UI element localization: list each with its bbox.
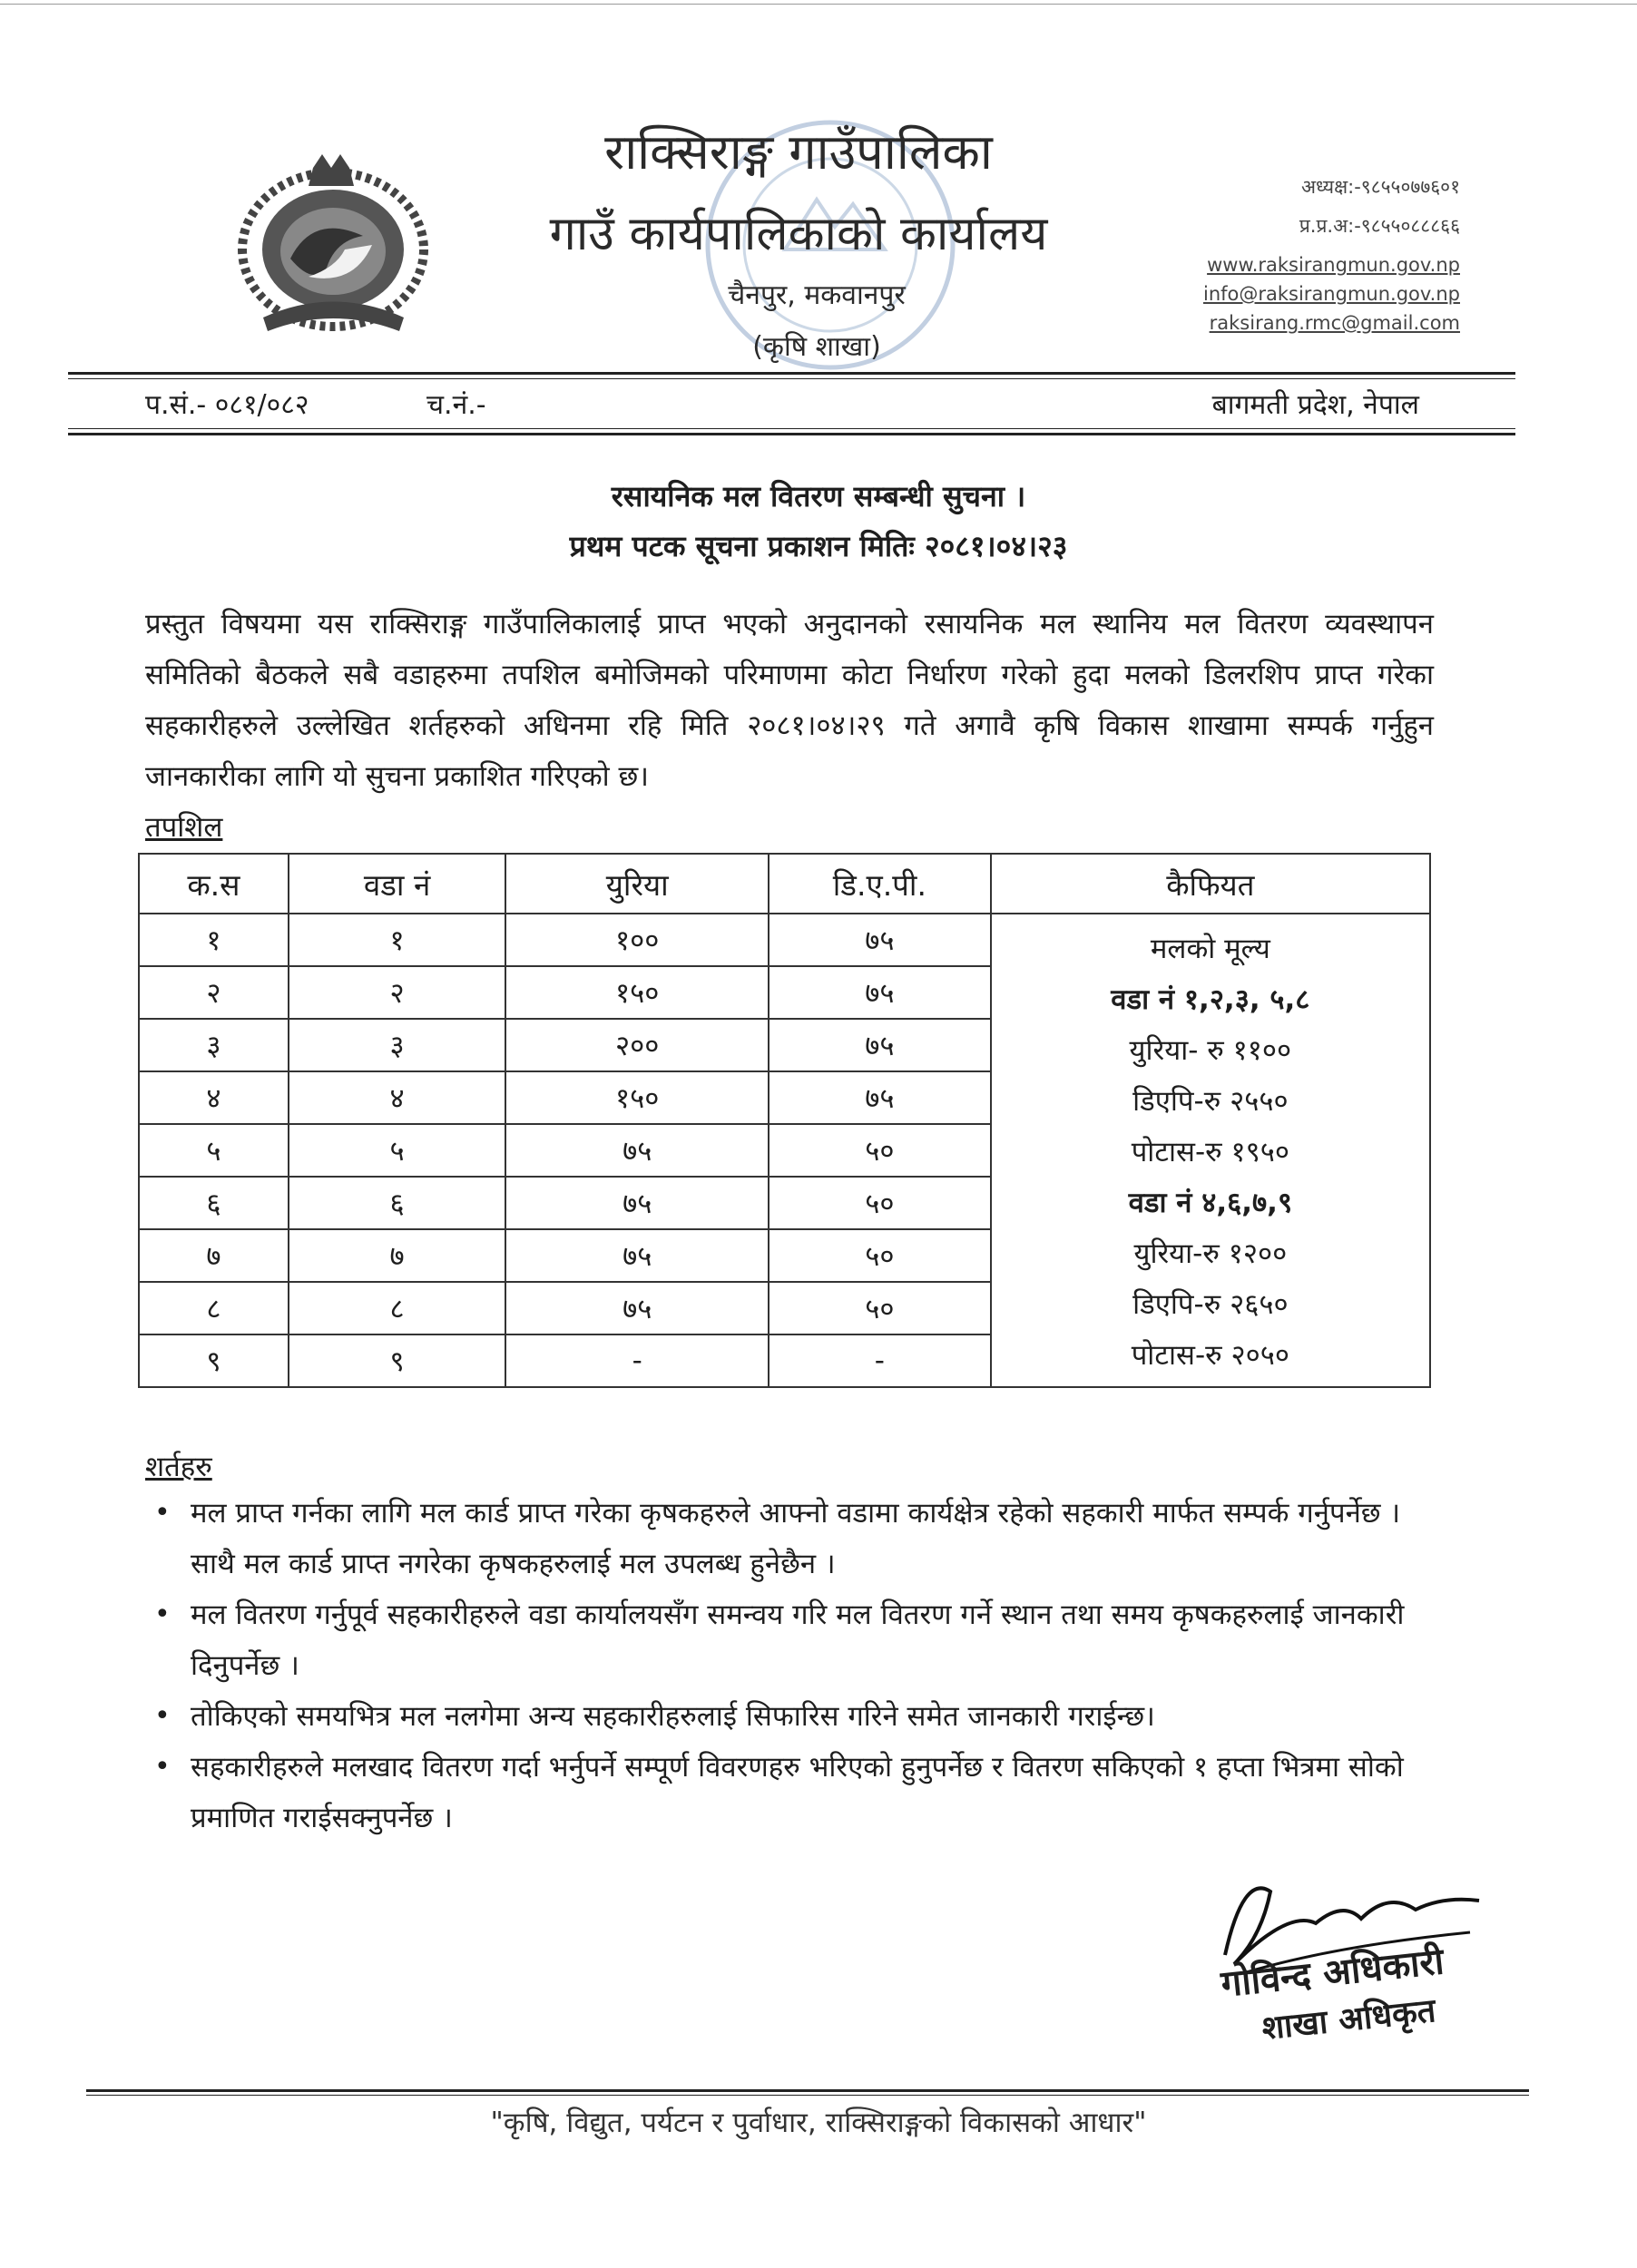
condition-item: [154, 1589, 1434, 1691]
ref-divider-top: [68, 372, 1515, 375]
cell-sn: ३: [139, 1019, 289, 1071]
cell-sn: ९: [139, 1334, 289, 1387]
notice-publish-date: प्रथम पटक सूचना प्रकाशन मितिः २०८१।०४।२३: [569, 529, 1068, 563]
chair-phone: अध्यक्ष:-९८५५०७७६०१: [1300, 176, 1460, 198]
condition-text: सहकारीहरुले मलखाद वितरण गर्दा भर्नुपर्ने सम्पूर्ण विवरणहरु भरिएको हुनुपर्नेछ र वितरण सकिएको १ हप्ता भित्रमा सोको प्रमाणित गराईसक्नुपर्नेछ ।: [191, 1751, 1404, 1834]
remark-line: मलको मूल्य: [1150, 933, 1270, 965]
cell-dap: ५०: [769, 1124, 991, 1177]
col-header-dap: डि.ए.पी.: [769, 854, 991, 914]
cell-urea: १५०: [505, 1071, 769, 1124]
condition-text: तोकिएको समयभित्र मल नलगेमा अन्य सहकारीहरुलाई सिफारिस गरिने समेत जानकारी गराईन्छ।: [191, 1700, 1155, 1733]
office-branch: (कृषि शाखा): [752, 331, 881, 363]
ref-divider-top-thin: [68, 378, 1515, 379]
cell-dap: -: [769, 1334, 991, 1387]
cell-urea: ७५: [505, 1177, 769, 1229]
email-link-2[interactable]: [1210, 312, 1460, 334]
cell-sn: ७: [139, 1229, 289, 1282]
remark-line: युरिया- रु ११००: [1129, 1034, 1292, 1067]
bullet-icon: •: [154, 1751, 171, 1783]
page-top-rule: [0, 4, 1637, 5]
ref-divider-bottom-thin: [68, 428, 1515, 429]
remark-line: वडा नं १,२,३, ५,८: [1111, 983, 1310, 1016]
remark-line: डिएपि-रु २५५०: [1132, 1085, 1289, 1118]
website-link-text[interactable]: www.raksirangmun.gov.np: [1207, 254, 1460, 276]
cell-sn: १: [139, 914, 289, 966]
col-header-urea: युरिया: [505, 854, 769, 914]
cell-dap: ५०: [769, 1177, 991, 1229]
cell-ward: ८: [289, 1282, 506, 1334]
office-title: राक्सिराङ्ग गाउँपालिका: [604, 123, 993, 181]
cell-ward: २: [289, 966, 506, 1019]
office-subtitle: गाउँ कार्यपालिकाको कार्यालय: [549, 207, 1048, 261]
signatory-role: शाखा अधिकृत: [1260, 1992, 1438, 2048]
cao-phone: प्र.प्र.अ:-९८५५०८८८६६: [1299, 215, 1460, 237]
cell-sn: ५: [139, 1124, 289, 1177]
cell-sn: ८: [139, 1282, 289, 1334]
cell-ward: ७: [289, 1229, 506, 1282]
notice-title: रसायनिक मल वितरण सम्बन्धी सुचना ।: [611, 479, 1026, 513]
condition-text: मल प्राप्त गर्नका लागि मल कार्ड प्राप्त गरेका कृषकहरुले आफ्नो वडामा कार्यक्षेत्र रहेको सहकारी मार्फत सम्पर्क गर्नुपर्नेछ ।साथै मल कार्ड प्राप्त नगरेका कृषकहरुलाई मल उपलब्ध हुनेछैन ।: [191, 1497, 1401, 1580]
col-header-ward: वडा नं: [289, 854, 506, 914]
nepal-emblem-icon: [227, 150, 440, 336]
cell-urea: ७५: [505, 1282, 769, 1334]
email-link-1[interactable]: [1203, 283, 1460, 305]
cell-sn: २: [139, 966, 289, 1019]
ref-divider-bottom: [68, 433, 1515, 435]
cell-urea: १५०: [505, 966, 769, 1019]
bullet-icon: •: [154, 1700, 171, 1732]
cell-ward: ४: [289, 1071, 506, 1124]
remark-line: युरिया-रु १२००: [1133, 1237, 1288, 1270]
footer-divider-thin: [86, 2095, 1529, 2096]
cell-dap: ७५: [769, 966, 991, 1019]
cell-urea: २००: [505, 1019, 769, 1071]
cell-urea: ७५: [505, 1124, 769, 1177]
email-link-2-text[interactable]: raksirang.rmc@gmail.com: [1209, 312, 1460, 334]
cell-urea: -: [505, 1334, 769, 1387]
cell-dap: ७५: [769, 1071, 991, 1124]
office-address: चैनपुर, मकवानपुर: [728, 279, 906, 311]
footer-divider: [86, 2089, 1529, 2092]
cell-dap: ५०: [769, 1282, 991, 1334]
dispatch-number: च.नं.-: [426, 389, 486, 421]
signatory-name: गोविन्द अधिकारी: [1219, 1941, 1446, 2006]
remark-line: वडा नं ४,६,७,९: [1128, 1187, 1293, 1219]
col-header-remarks: कैफियत: [991, 854, 1430, 914]
cell-ward: ३: [289, 1019, 506, 1071]
cell-dap: ७५: [769, 1019, 991, 1071]
cell-ward: ९: [289, 1334, 506, 1387]
fertilizer-quota-table: [138, 853, 1431, 1388]
cell-sn: ४: [139, 1071, 289, 1124]
condition-item: [154, 1691, 1434, 1742]
condition-text: मल वितरण गर्नुपूर्व सहकारीहरुले वडा कार्यालयसँग समन्वय गरि मल वितरण गर्ने स्थान तथा समय कृषकहरुलाई जानकारी दिनुपर्नेछ ।: [191, 1598, 1405, 1682]
condition-item: [154, 1742, 1434, 1843]
table-row: [139, 914, 1430, 966]
bullet-icon: •: [154, 1598, 171, 1630]
schedule-label: तपशिल: [145, 811, 223, 844]
cell-ward: ५: [289, 1124, 506, 1177]
cell-urea: ७५: [505, 1229, 769, 1282]
cell-sn: ६: [139, 1177, 289, 1229]
cell-dap: ७५: [769, 914, 991, 966]
footer-motto: "कृषि, विद्युत, पर्यटन र पुर्वाधार, राक्सिराङ्गको विकासको आधार": [490, 2107, 1147, 2139]
notice-body: प्रस्तुत विषयमा यस राक्सिराङ्ग गाउँपालिकालाई प्राप्त भएको अनुदानको रसायनिक मल स्थानिय मल वितरण व्यवस्थापन समितिको बैठकले सबै वडाहरुमा तपशिल बमोजिमको परिमाणमा कोटा निर्धारण गरेको हुदा मलको डिलरशिप प्राप्त गरेका सहकारीहरुले उल्लेखित शर्तहरुको अधिनमा रहि मिति २०८१।०४।२९ गते अगावै कृषि विकास शाखामा सम्पर्क गर्नुहुन जानकारीका लागि यो सुचना प्रकाशित गरिएको छ।: [145, 608, 1434, 793]
remarks-cell: [991, 914, 1430, 1387]
cell-ward: ६: [289, 1177, 506, 1229]
email-link-1-text[interactable]: info@raksirangmun.gov.np: [1202, 283, 1460, 305]
remark-line: पोटास-रु २०५०: [1131, 1339, 1290, 1372]
col-header-sn: क.स: [139, 854, 289, 914]
bullet-icon: •: [154, 1497, 171, 1529]
letter-number: प.सं.- ०८१/०८२: [145, 389, 309, 421]
cell-dap: ५०: [769, 1229, 991, 1282]
remark-line: डिएपि-रु २६५०: [1132, 1288, 1289, 1321]
province-label: बागमती प्रदेश, नेपाल: [1211, 389, 1419, 421]
cell-urea: १००: [505, 914, 769, 966]
cell-ward: १: [289, 914, 506, 966]
table-header-row: [139, 854, 1430, 914]
condition-item: [154, 1488, 1434, 1589]
remark-line: पोटास-रु १९५०: [1131, 1136, 1290, 1168]
conditions-label: शर्तहरु: [145, 1451, 212, 1483]
website-link[interactable]: [1207, 254, 1460, 276]
